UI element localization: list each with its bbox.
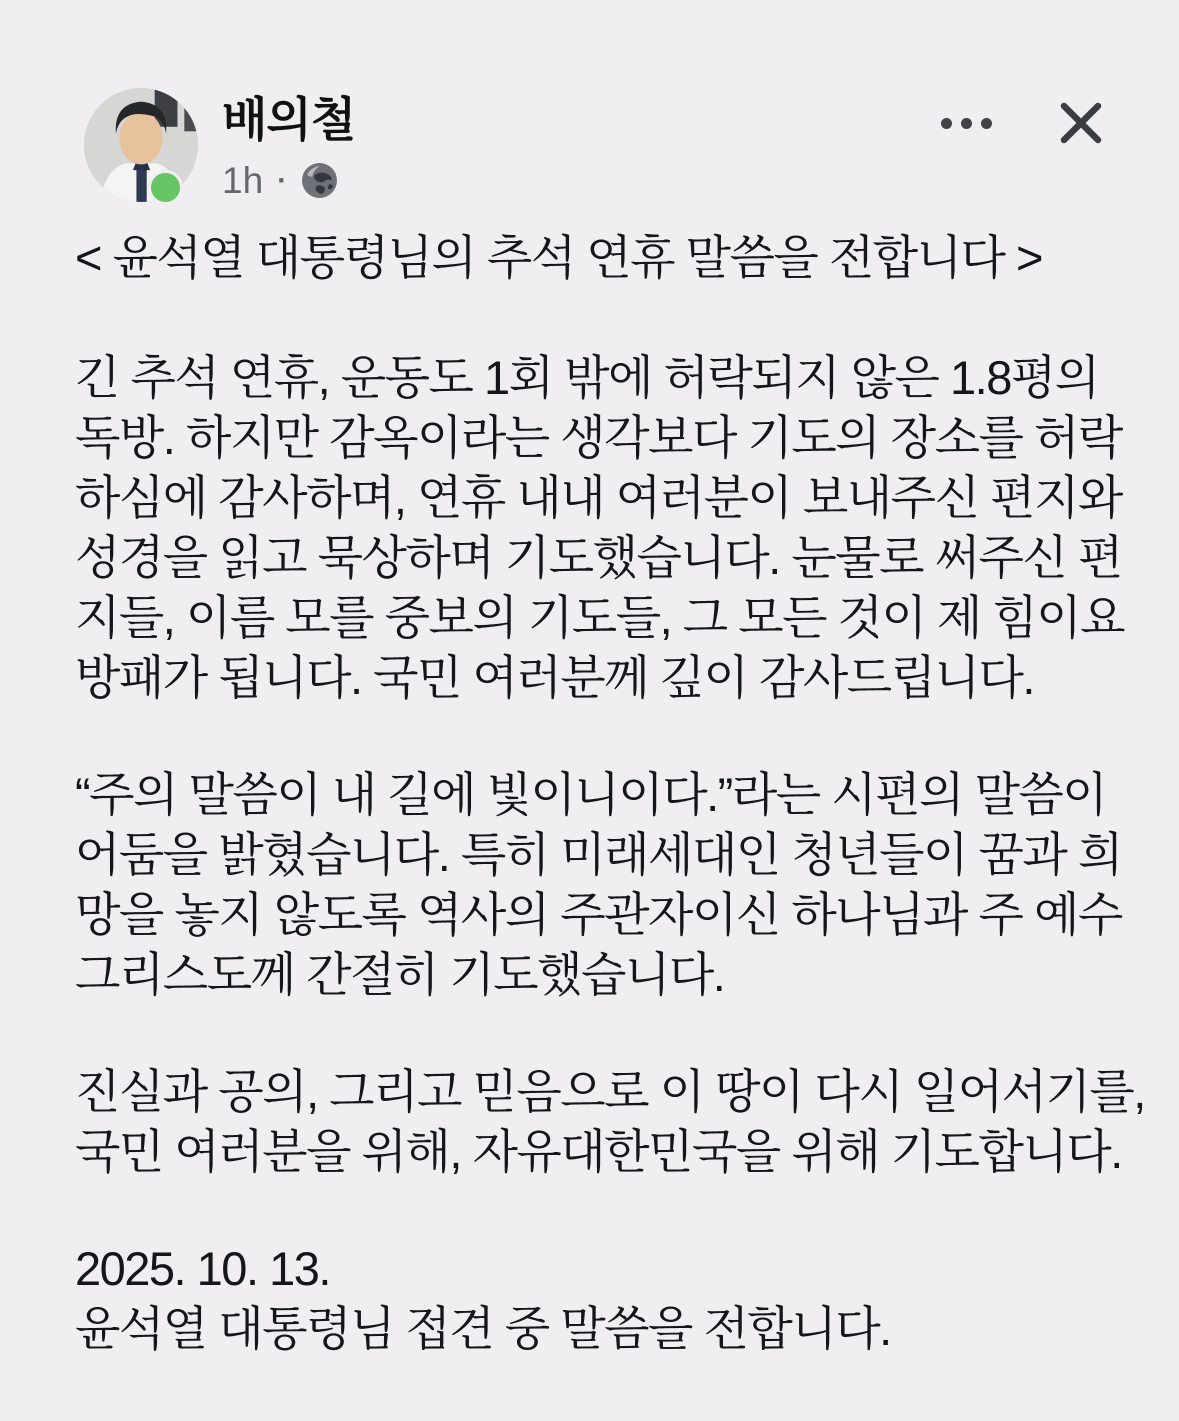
presence-active-dot <box>148 170 183 205</box>
text-line: 진실과 공의, 그리고 믿음으로 이 땅이 다시 일어서기를, <box>75 1065 1145 1118</box>
author-name[interactable]: 배의철 <box>222 93 356 146</box>
paragraph-3 <box>75 1062 1145 1182</box>
text-line: 독방. 하지만 감옥이라는 생각보다 기도의 장소를 허락 <box>75 411 1122 464</box>
header-actions <box>937 100 1104 146</box>
timestamp[interactable]: 1h <box>222 159 264 201</box>
globe-public-icon <box>301 162 338 199</box>
post-meta <box>222 160 355 202</box>
post-date: 2025. 10. 13. <box>75 1242 330 1295</box>
text-line: 어둠을 밝혔습니다. 특히 미래세대인 청년들이 꿈과 희 <box>75 828 1122 881</box>
text-line: 지들, 이름 모를 중보의 기도들, 그 모든 것이 제 힘이요 <box>75 591 1125 644</box>
text-line: 방패가 됩니다. 국민 여러분께 깊이 감사드립니다. <box>75 651 1034 704</box>
close-x-icon <box>1058 100 1104 146</box>
post-body <box>75 228 1145 1359</box>
post-title: < 윤석열 대통령님의 추석 연휴 말씀을 전합니다 > <box>75 231 1042 284</box>
paragraph-4 <box>75 1239 1115 1359</box>
paragraph-2 <box>75 765 1122 1005</box>
text-line: 그리스도께 간절히 기도했습니다. <box>75 948 725 1001</box>
paragraph-1 <box>75 348 1125 708</box>
text-line: 하심에 감사하며, 연휴 내내 여러분이 보내주신 편지와 <box>75 471 1122 524</box>
post-header <box>84 88 1104 202</box>
meta-separator: · <box>277 164 288 198</box>
avatar[interactable] <box>84 88 198 202</box>
text-line: 긴 추석 연휴, 운동도 1회 밖에 허락되지 않은 1.8평의 <box>75 351 1099 404</box>
header-info <box>222 88 355 202</box>
text-line: 망을 놓지 않도록 역사의 주관자이신 하나님과 주 예수 <box>75 888 1122 941</box>
text-line: “주의 말씀이 내 길에 빛이니이다.”라는 시편의 말씀이 <box>75 768 1107 821</box>
text-line: 윤석열 대통령님 접견 중 말씀을 전합니다. <box>75 1302 891 1355</box>
text-line: 성경을 읽고 묵상하며 기도했습니다. 눈물로 써주신 편 <box>75 531 1122 584</box>
ellipsis-menu-icon <box>941 118 952 129</box>
close-button[interactable] <box>1058 100 1104 146</box>
more-options-button[interactable] <box>937 108 996 139</box>
text-line: 국민 여러분을 위해, 자유대한민국을 위해 기도합니다. <box>75 1125 1122 1178</box>
